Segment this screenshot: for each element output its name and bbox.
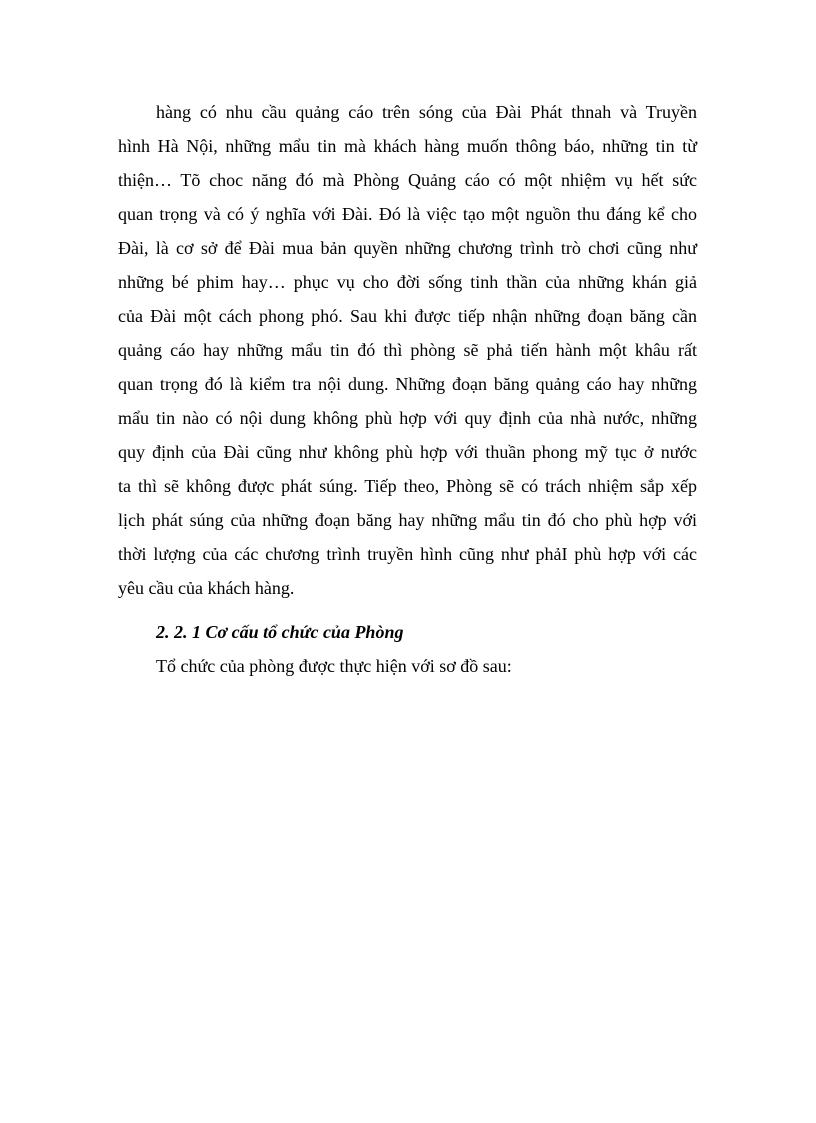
section-caption: Tổ chức của phòng được thực hiện với sơ đồ sau: <box>156 656 512 676</box>
paragraph-line: mẩu tin nào có nội dung không phù hợp với quy định của nhà nước, những <box>118 408 697 428</box>
paragraph-line: quan trọng đó là kiểm tra nội dung. Những đoạn băng quảng cáo hay những <box>118 374 697 394</box>
paragraph-line: ta thì sẽ không được phát súng. Tiếp theo, Phòng sẽ có trách nhiệm sắp xếp <box>118 476 697 496</box>
paragraph-line: hình Hà Nội, những mẩu tin mà khách hàng muốn thông báo, những tin từ <box>118 136 697 156</box>
paragraph-line: những bé phim hay… phục vụ cho đời sống tinh thần của những khán giả <box>118 272 697 292</box>
paragraph-line: thiện… Tõ choc năng đó mà Phòng Quảng cáo có một nhiệm vụ hết sức <box>118 170 697 190</box>
section-heading: 2. 2. 1 Cơ cấu tổ chức của Phòng <box>156 622 404 642</box>
paragraph-line: thời lượng của các chương trình truyền hình cũng như phảI phù hợp với các <box>118 544 697 564</box>
paragraph-line: hàng có nhu cầu quảng cáo trên sóng của Đài Phát thnah và Truyền <box>156 102 697 122</box>
paragraph-line: lịch phát súng của những đoạn băng hay những mẩu tin đó cho phù hợp với <box>118 510 697 530</box>
paragraph-line: quảng cáo hay những mẩu tin đó thì phòng sẽ phả tiến hành một khâu rất <box>118 340 697 360</box>
paragraph-line: yêu cầu của khách hàng. <box>118 578 295 598</box>
paragraph-line: của Đài một cách phong phó. Sau khi được tiếp nhận những đoạn băng cần <box>118 306 697 326</box>
paragraph-line: quy định của Đài cũng như không phù hợp với thuần phong mỹ tục ở nước <box>118 442 697 462</box>
paragraph-line: quan trọng và có ý nghĩa với Đài. Đó là việc tạo một nguồn thu đáng kể cho <box>118 204 697 224</box>
paragraph-line: Đài, là cơ sở để Đài mua bản quyền những chương trình trò chơi cũng như <box>118 238 697 258</box>
